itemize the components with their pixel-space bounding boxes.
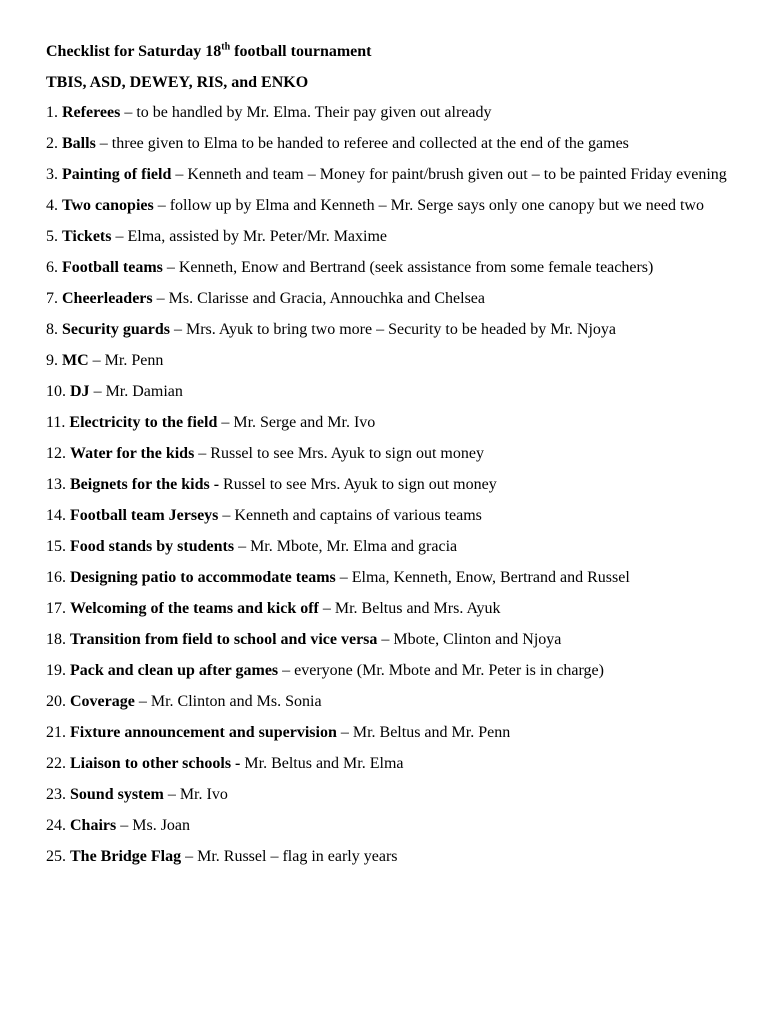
checklist-item	[46, 196, 736, 217]
item-text: – Mr. Penn	[88, 352, 164, 369]
item-text: – Mr. Ivo	[163, 786, 228, 803]
item-label: Coverage	[70, 693, 135, 710]
item-label: Welcoming of the teams and kick off	[70, 600, 319, 617]
item-number: 2.	[46, 135, 62, 152]
checklist-item	[46, 630, 736, 651]
item-text: – everyone (Mr. Mbote and Mr. Peter is in charge)	[278, 662, 604, 679]
checklist-item	[46, 537, 736, 558]
item-text: – Kenneth and captains of various teams	[218, 507, 482, 524]
checklist-item	[46, 475, 736, 496]
item-text: – follow up by Elma and Kenneth – Mr. Serge says only one canopy but we need two	[153, 197, 704, 214]
item-text: – Mr. Russel – flag in early years	[181, 848, 398, 865]
item-label: Liaison to other schools -	[70, 755, 241, 772]
item-text: – Ms. Joan	[116, 817, 191, 834]
item-number: 24.	[46, 817, 70, 834]
item-label: Sound system	[70, 786, 164, 803]
item-number: 17.	[46, 600, 70, 617]
item-label: Designing patio to accommodate teams	[70, 569, 336, 586]
item-number: 7.	[46, 290, 62, 307]
checklist-item	[46, 289, 736, 310]
checklist-item	[46, 165, 736, 186]
checklist-item	[46, 754, 736, 775]
item-text: – Mr. Clinton and Ms. Sonia	[134, 693, 322, 710]
item-label: Cheerleaders	[62, 290, 153, 307]
checklist	[46, 103, 736, 868]
item-text: – Kenneth, Enow and Bertrand (seek assistance from some female teachers)	[162, 259, 654, 276]
item-number: 16.	[46, 569, 70, 586]
checklist-item	[46, 723, 736, 744]
checklist-item	[46, 599, 736, 620]
item-label: Balls	[62, 135, 96, 152]
item-label: Security guards	[62, 321, 170, 338]
checklist-item	[46, 320, 736, 341]
title-prefix: Checklist for Saturday 18	[46, 43, 222, 60]
item-text: – Elma, Kenneth, Enow, Bertrand and Russel	[335, 569, 630, 586]
item-text: – Russel to see Mrs. Ayuk to sign out money	[194, 445, 484, 462]
item-label: Beignets for the kids -	[70, 476, 220, 493]
item-text: – Mbote, Clinton and Njoya	[377, 631, 562, 648]
checklist-item	[46, 227, 736, 248]
document-page	[46, 41, 736, 878]
checklist-item	[46, 816, 736, 837]
item-text: – Kenneth and team – Money for paint/brush given out – to be painted Friday evening	[171, 166, 727, 183]
item-label: Two canopies	[62, 197, 154, 214]
item-number: 21.	[46, 724, 70, 741]
item-label: MC	[62, 352, 89, 369]
item-label: Transition from field to school and vice versa	[70, 631, 378, 648]
checklist-item	[46, 413, 736, 434]
checklist-item	[46, 661, 736, 682]
item-number: 25.	[46, 848, 70, 865]
item-number: 6.	[46, 259, 62, 276]
item-number: 3.	[46, 166, 62, 183]
document-subtitle: TBIS, ASD, DEWEY, RIS, and ENKO	[46, 74, 309, 91]
item-number: 5.	[46, 228, 62, 245]
title-superscript: th	[221, 41, 231, 53]
item-label: Referees	[62, 104, 121, 121]
item-label: Football teams	[62, 259, 163, 276]
checklist-item	[46, 103, 736, 124]
checklist-item	[46, 444, 736, 465]
item-label: Painting of field	[62, 166, 172, 183]
item-number: 19.	[46, 662, 70, 679]
item-number: 20.	[46, 693, 70, 710]
item-number: 14.	[46, 507, 70, 524]
item-number: 23.	[46, 786, 70, 803]
item-number: 22.	[46, 755, 70, 772]
item-label: Food stands by students	[70, 538, 235, 555]
item-text: – Ms. Clarisse and Gracia, Annouchka and Chelsea	[152, 290, 485, 307]
item-label: Tickets	[62, 228, 112, 245]
checklist-item	[46, 785, 736, 806]
item-text: – Mr. Mbote, Mr. Elma and gracia	[234, 538, 458, 555]
document-title	[46, 41, 736, 63]
item-number: 15.	[46, 538, 70, 555]
item-number: 9.	[46, 352, 62, 369]
item-text: Russel to see Mrs. Ayuk to sign out money	[219, 476, 497, 493]
checklist-item	[46, 692, 736, 713]
checklist-item	[46, 568, 736, 589]
item-text: – Mr. Beltus and Mrs. Ayuk	[318, 600, 501, 617]
item-label: Fixture announcement and supervision	[70, 724, 337, 741]
item-text: Mr. Beltus and Mr. Elma	[240, 755, 404, 772]
item-text: – to be handled by Mr. Elma. Their pay given out already	[120, 104, 492, 121]
checklist-item	[46, 134, 736, 155]
item-number: 10.	[46, 383, 70, 400]
item-text: – three given to Elma to be handed to referee and collected at the end of the games	[95, 135, 629, 152]
item-text: – Elma, assisted by Mr. Peter/Mr. Maxime	[111, 228, 388, 245]
item-number: 13.	[46, 476, 70, 493]
item-text: – Mr. Beltus and Mr. Penn	[336, 724, 511, 741]
item-number: 18.	[46, 631, 70, 648]
item-label: Pack and clean up after games	[70, 662, 279, 679]
checklist-item	[46, 506, 736, 527]
checklist-item	[46, 351, 736, 372]
item-text: – Mrs. Ayuk to bring two more – Security to be headed by Mr. Njoya	[170, 321, 617, 338]
item-label: Electricity to the field	[69, 414, 218, 431]
checklist-item	[46, 382, 736, 403]
item-label: DJ	[70, 383, 90, 400]
checklist-item	[46, 258, 736, 279]
item-label: Water for the kids	[70, 445, 195, 462]
checklist-item	[46, 847, 736, 868]
title-suffix: football tournament	[230, 43, 372, 60]
item-text: – Mr. Serge and Mr. Ivo	[217, 414, 376, 431]
item-label: The Bridge Flag	[70, 848, 182, 865]
item-number: 8.	[46, 321, 62, 338]
item-number: 11.	[46, 414, 70, 431]
item-label: Chairs	[70, 817, 117, 834]
item-text: – Mr. Damian	[89, 383, 183, 400]
item-number: 1.	[46, 104, 62, 121]
item-number: 4.	[46, 197, 62, 214]
item-number: 12.	[46, 445, 70, 462]
item-label: Football team Jerseys	[70, 507, 219, 524]
